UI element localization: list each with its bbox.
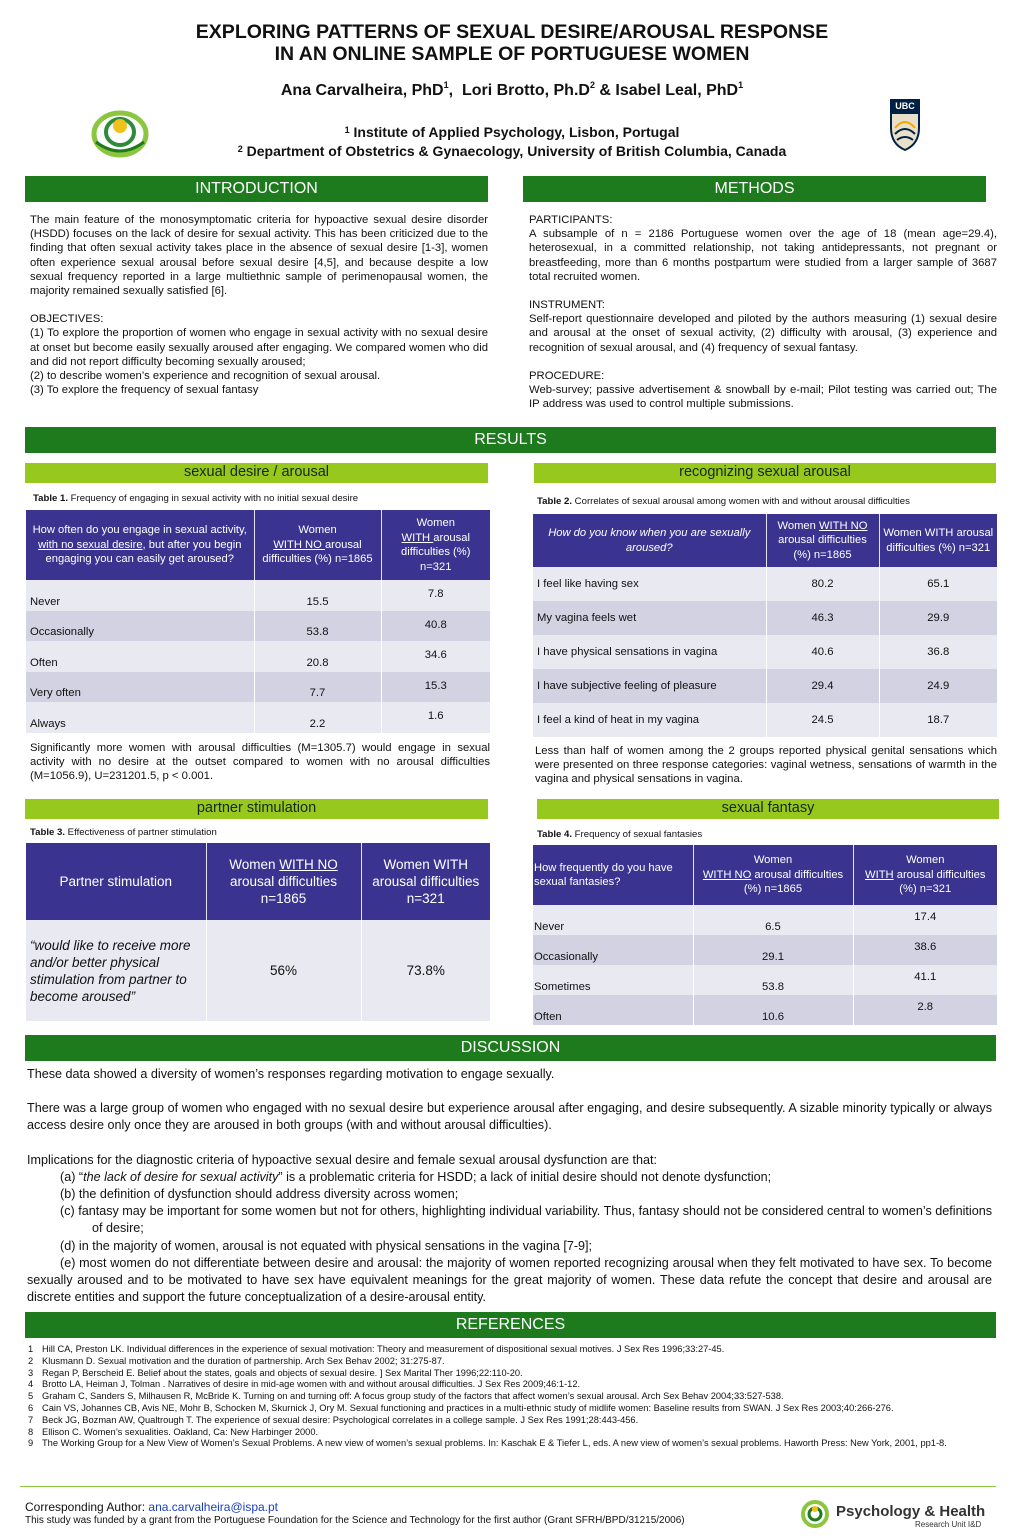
affiliation-1: $^1$ Institute of Applied Psychology, Lisbon, Portugal xyxy=(344,124,680,140)
reference-item xyxy=(28,1427,990,1439)
table2-value-no-difficulty: 29.4 xyxy=(766,669,879,703)
poster-title xyxy=(0,21,1024,65)
table2-value-no-difficulty: 80.2 xyxy=(766,567,879,601)
table4-col-question: How frequently do you have sexual fantasies? xyxy=(533,845,693,905)
subsection-recognizing-arousal: recognizing sexual arousal xyxy=(534,463,996,483)
table2-row-label: I feel a kind of heat in my vagina xyxy=(533,703,766,737)
table4 xyxy=(533,845,997,1025)
instrument-heading: INSTRUMENT: xyxy=(529,299,605,312)
discussion-p1: These data showed a diversity of women’s responses regarding motivation to engage sexually. xyxy=(27,1067,555,1081)
title-line-2: IN AN ONLINE SAMPLE OF PORTUGUESE WOMEN xyxy=(274,43,750,65)
table-row xyxy=(533,703,997,737)
discussion-implication-c: (c) fantasy may be important for some women but not for others, highlighting individual variability. Thus, fantasy should not be considered central to women’s definitions of desire; xyxy=(60,1204,992,1236)
table1-value-no-difficulty: 20.8 xyxy=(254,641,381,672)
table4-value-with-difficulty: 2.8 xyxy=(853,995,997,1025)
results-header: RESULTS xyxy=(25,427,996,453)
table2-value-with-difficulty: 29.9 xyxy=(879,601,997,635)
objectives-heading: OBJECTIVES: xyxy=(30,313,104,326)
subsection-partner-stimulation: partner stimulation xyxy=(25,799,488,819)
reference-number: 4 xyxy=(28,1379,34,1390)
reference-item xyxy=(28,1391,990,1403)
table1-note: Significantly more women with arousal difficulties (M=1305.7) would engage in sexual activity with no desire at the outset compared to women with no arousal difficulties (M=1056.9), U=231201.5, p < 0.001. xyxy=(30,742,490,783)
table3-col-with-difficulty: Women WITH arousal difficulties n=321 xyxy=(361,843,490,920)
psychology-health-logo-title: Psychology & Health xyxy=(836,1503,986,1520)
table2-row-label: My vagina feels wet xyxy=(533,601,766,635)
discussion-p2: There was a large group of women who engaged with no sexual desire but experience arousal after engaging, and desire subsequently. A sizable minority typically or always access desire only once they are aroused in both groups (with and without arousal difficulties). xyxy=(27,1101,992,1133)
objective-3: (3) To explore the frequency of sexual fantasy xyxy=(30,384,259,397)
author-3: & Isabel Leal, PhD xyxy=(594,82,739,99)
discussion-header: DISCUSSION xyxy=(25,1035,996,1061)
discussion-implication-d: (d) in the majority of women, arousal is not equated with physical sensations in the vagina [7-9]; xyxy=(60,1238,593,1253)
table1-value-no-difficulty: 15.5 xyxy=(254,580,381,611)
instrument-text: Self-report questionnaire developed and piloted by the authors measuring (1) sexual desire and arousal at the onset of sexual activity, (2) difficulty with arousal, (3) experience and recognition of sexual arousal, and (4) frequency of sexual fantasy. xyxy=(529,313,997,354)
table1-value-with-difficulty: 34.6 xyxy=(381,641,490,672)
table2-note: Less than half of women among the 2 groups reported physical genital sensations which were presented on three response categories: vaginal wetness, sensations of warmth in the vagina and physical sensations in vagina. xyxy=(535,745,997,786)
table2-value-with-difficulty: 18.7 xyxy=(879,703,997,737)
funding-note: This study was funded by a grant from the Portuguese Foundation for the Science and Technology for the first author (Grant SFRH/BPD/31215/2006) xyxy=(25,1515,685,1526)
corresponding-author: Corresponding Author: ana.carvalheira@ispa.pt xyxy=(25,1500,279,1514)
table2-row-label: I have physical sensations in vagina xyxy=(533,635,766,669)
table3-value-no-difficulty: 56% xyxy=(206,920,361,1021)
reference-text: Regan P, Berscheid E. Belief about the states, goals and objects of sexual desire. ] Sex Marital Ther 1996;22:110-20. xyxy=(42,1367,523,1378)
author-2: Lori Brotto, Ph.D xyxy=(461,82,590,99)
reference-number: 8 xyxy=(28,1426,34,1437)
participants-text: A subsample of n = 2186 Portuguese women over the age of 18 (mean age=29.4), heterosexual, in a committed relationship, not taking antidepressants, not pregnant or breastfeeding, more than 6 months postpartum were studied from a larger sample of 3687 total recruited women. xyxy=(529,228,997,283)
affiliation-2: $^2$ Department of Obstetrics & Gynaecology, University of British Columbia, Canada xyxy=(237,143,787,159)
reference-text: Beck JG, Bozman AW, Qualtrough T. The experience of sexual desire: Psychological correlates in a college sample. J Sex Res 1991;28:443-456. xyxy=(42,1414,639,1425)
table-row xyxy=(26,580,490,611)
subsection-desire-arousal: sexual desire / arousal xyxy=(25,463,488,483)
reference-list xyxy=(28,1344,990,1450)
methods-body xyxy=(529,213,997,411)
table4-value-no-difficulty: 10.6 xyxy=(693,995,853,1025)
reference-text: Ellison C. Women’s sexualities. Oakland, Ca: New Harbinger 2000. xyxy=(42,1426,319,1437)
reference-item xyxy=(28,1438,990,1450)
table1-row-label: Never xyxy=(26,580,254,611)
table1-value-with-difficulty: 7.8 xyxy=(381,580,490,611)
table1-caption: Table 1. Frequency of engaging in sexual activity with no initial sexual desire xyxy=(33,493,359,504)
table2-col-with-difficulty: Women WITH arousal difficulties (%) n=321 xyxy=(879,514,997,567)
table-row xyxy=(533,567,997,601)
procedure-heading: PROCEDURE: xyxy=(529,369,605,382)
reference-number: 1 xyxy=(28,1344,34,1354)
methods-header: METHODS xyxy=(523,176,986,202)
table4-value-with-difficulty: 38.6 xyxy=(853,935,997,965)
psychology-health-logo-subtitle: Research Unit I&D xyxy=(915,1520,982,1529)
table3-value-with-difficulty: 73.8% xyxy=(361,920,490,1021)
reference-number: 3 xyxy=(28,1367,34,1378)
table-row xyxy=(533,635,997,669)
table3-col-no-difficulty: Women WITH NO arousal difficulties n=1865 xyxy=(206,843,361,920)
ubc-logo xyxy=(889,98,921,152)
objective-1: (1) To explore the proportion of women who engage in sexual activity with no sexual desire at onset but become easily sexually aroused after engaging. We compared women who did and did not report difficulty becoming sexually aroused; xyxy=(30,327,488,368)
reference-text: Brotto LA, Heiman J, Tolman . Narratives of desire in mid-age women with and without arousal difficulties. J Sex Res 2009;46:1-12. xyxy=(42,1379,581,1390)
table1-col-question: How often do you engage in sexual activity, with no sexual desire, but after you begin engaging you can easily get aroused? xyxy=(26,510,254,580)
affiliations xyxy=(0,123,1024,161)
reference-item xyxy=(28,1368,990,1380)
table-row xyxy=(533,905,997,935)
reference-number: 9 xyxy=(28,1438,34,1449)
table1-value-no-difficulty: 7.7 xyxy=(254,672,381,703)
discussion-implication-a: (a) “the lack of desire for sexual activity” is a problematic criteria for HSDD; a lack of initial desire should not denote dysfunction; xyxy=(60,1169,772,1184)
title-line-1: EXPLORING PATTERNS OF SEXUAL DESIRE/AROUSAL RESPONSE xyxy=(195,21,829,43)
table2-value-no-difficulty: 46.3 xyxy=(766,601,879,635)
objective-2: (2) to describe women’s experience and recognition of sexual arousal. xyxy=(30,370,381,383)
author-list: Ana Carvalheira, PhD$^1$, Lori Brotto, $Ph.D^2$ & Isabel Leal, PhD$^1$ xyxy=(280,80,744,99)
reference-number: 5 xyxy=(28,1391,34,1402)
table4-col-no-difficulty: Women WITH NO arousal difficulties (%) n=1865 xyxy=(693,845,853,905)
table4-value-no-difficulty: 29.1 xyxy=(693,935,853,965)
table1-row-label: Occasionally xyxy=(26,611,254,642)
reference-item xyxy=(28,1379,990,1391)
reference-number: 2 xyxy=(28,1355,34,1366)
reference-text: The Working Group for a New View of Women’s Sexual Problems. A new view of women’s sexual problems. In: Kaschak E & Tiefer L, eds. A new view of women’s sexual problems. Haworth Press: New York, 2001, pp1-8. xyxy=(42,1438,947,1449)
discussion-p3: Implications for the diagnostic criteria of hypoactive sexual desire and female sexual arousal dysfunction are that: xyxy=(27,1152,658,1167)
introduction-body xyxy=(30,213,488,397)
table4-col-with-difficulty: Women WITH arousal difficulties (%) n=321 xyxy=(853,845,997,905)
table1-value-no-difficulty: 2.2 xyxy=(254,702,381,733)
reference-item xyxy=(28,1356,990,1368)
reference-text: Cain VS, Johannes CB, Avis NE, Mohr B, Schocken M, Skurnick J, Ory M. Sexual functioning and practices in a multi-ethnic study of midlife women: Baseline results from SWAN. J Sex Res 2003;40:266-276. xyxy=(42,1402,894,1413)
table-row xyxy=(26,920,490,1021)
table4-row-label: Occasionally xyxy=(533,935,693,965)
table4-value-no-difficulty: 53.8 xyxy=(693,965,853,995)
table1-value-with-difficulty: 40.8 xyxy=(381,611,490,642)
table3 xyxy=(26,843,490,1021)
table-row xyxy=(533,669,997,703)
table1-value-no-difficulty: 53.8 xyxy=(254,611,381,642)
table1-col-with-difficulty: Women WITH arousal difficulties (%) n=321 xyxy=(381,510,490,580)
table4-caption: Table 4. Frequency of sexual fantasies xyxy=(537,829,703,840)
reference-item xyxy=(28,1403,990,1415)
table2-caption: Table 2. Correlates of sexual arousal among women with and without arousal difficulties xyxy=(537,496,910,507)
table-row xyxy=(533,601,997,635)
footer-divider xyxy=(20,1486,996,1487)
table2-col-question: How do you know when you are sexually aroused? xyxy=(533,514,766,567)
participants-heading: PARTICIPANTS: xyxy=(529,214,613,226)
table-row xyxy=(533,935,997,965)
reference-text: Klusmann D. Sexual motivation and the duration of partnership. Arch Sex Behav 2002; 31:275-87. xyxy=(42,1355,445,1366)
reference-text: Graham C, Sanders S, Milhausen R, McBride K. Turning on and turning off: A focus group study of the factors that affect women’s sexual arousal. Arch Sex Behav 2004;33:527-538. xyxy=(42,1391,784,1402)
table4-value-with-difficulty: 17.4 xyxy=(853,905,997,935)
table4-value-no-difficulty: 6.5 xyxy=(693,905,853,935)
table4-value-with-difficulty: 41.1 xyxy=(853,965,997,995)
subsection-sexual-fantasy: sexual fantasy xyxy=(537,799,999,819)
table2-row-label: I feel like having sex xyxy=(533,567,766,601)
table-row xyxy=(26,672,490,703)
reference-number: 7 xyxy=(28,1414,34,1425)
table2-col-no-difficulty: Women WITH NO arousal difficulties (%) n=1865 xyxy=(766,514,879,567)
table1-row-label: Always xyxy=(26,702,254,733)
intro-paragraph: The main feature of the monosymptomatic criteria for hypoactive sexual desire disorder (HSDD) focuses on the lack of desire for sexual activity. This has been criticized due to the finding that often sexual activity takes place in the absence of sexual desire [1-3], women often experience sexual arousal before sexual desire [4,5], and because despite a low sexual frequency reported in a large multiethnic sample of perimenopausal women, the majority remained sexually satisfied [6]. xyxy=(30,214,488,298)
table3-col-item: Partner stimulation xyxy=(26,843,206,920)
discussion-implication-b: (b) the definition of dysfunction should address diversity across women; xyxy=(60,1187,459,1202)
table2-row-label: I have subjective feeling of pleasure xyxy=(533,669,766,703)
table1-col-no-difficulty: Women WITH NO arousal difficulties (%) n=1865 xyxy=(254,510,381,580)
table-row xyxy=(26,611,490,642)
reference-text: Hill CA, Preston LK. Individual differences in the experience of sexual motivation: Theory and measurement of dispositional sexual motives. J Sex Res 1996;33:27-45. xyxy=(42,1344,725,1354)
author-1: Ana Carvalheira, PhD xyxy=(280,82,444,99)
author-email-link[interactable]: ana.carvalheira@ispa.pt xyxy=(148,1500,279,1514)
table1-value-with-difficulty: 15.3 xyxy=(381,672,490,703)
discussion-body xyxy=(27,1066,992,1306)
ubc-logo-text: UBC xyxy=(895,101,915,111)
table1-value-with-difficulty: 1.6 xyxy=(381,702,490,733)
table-row xyxy=(533,965,997,995)
table3-row-label: “would like to receive more and/or better physical stimulation from partner to become aroused” xyxy=(26,920,206,1021)
table2-value-with-difficulty: 36.8 xyxy=(879,635,997,669)
table1 xyxy=(26,510,490,733)
table-row xyxy=(533,995,997,1025)
reference-item xyxy=(28,1415,990,1427)
table2-value-no-difficulty: 40.6 xyxy=(766,635,879,669)
ispa-logo xyxy=(88,104,152,160)
procedure-text: Web-survey; passive advertisement & snowball by e-mail; Pilot testing was carried out; The IP address was used to control multiple submissions. xyxy=(529,384,997,411)
table3-caption: Table 3. Effectiveness of partner stimulation xyxy=(30,827,217,838)
table4-row-label: Never xyxy=(533,905,693,935)
table2-value-no-difficulty: 24.5 xyxy=(766,703,879,737)
reference-number: 6 xyxy=(28,1402,34,1413)
table-row xyxy=(26,702,490,733)
reference-item xyxy=(28,1344,990,1356)
table1-row-label: Often xyxy=(26,641,254,672)
references-header: REFERENCES xyxy=(25,1312,996,1338)
table4-row-label: Sometimes xyxy=(533,965,693,995)
psychology-health-logo-icon xyxy=(800,1499,830,1529)
introduction-header: INTRODUCTION xyxy=(25,176,488,202)
table4-row-label: Often xyxy=(533,995,693,1025)
table1-row-label: Very often xyxy=(26,672,254,703)
table2-value-with-difficulty: 65.1 xyxy=(879,567,997,601)
table2-value-with-difficulty: 24.9 xyxy=(879,669,997,703)
table-row xyxy=(26,641,490,672)
discussion-implication-e: (e) most women do not differentiate between desire and arousal: the majority of women reported recognizing arousal when they felt motivated to have sex. To become sexually aroused and to be motivated to have sex have equivalent meanings for the great majority of women. These data refute the concept that desire and arousal are discrete entities and support the future conceptualization of a desire-arousal entity. xyxy=(27,1255,992,1305)
table2 xyxy=(533,514,997,737)
